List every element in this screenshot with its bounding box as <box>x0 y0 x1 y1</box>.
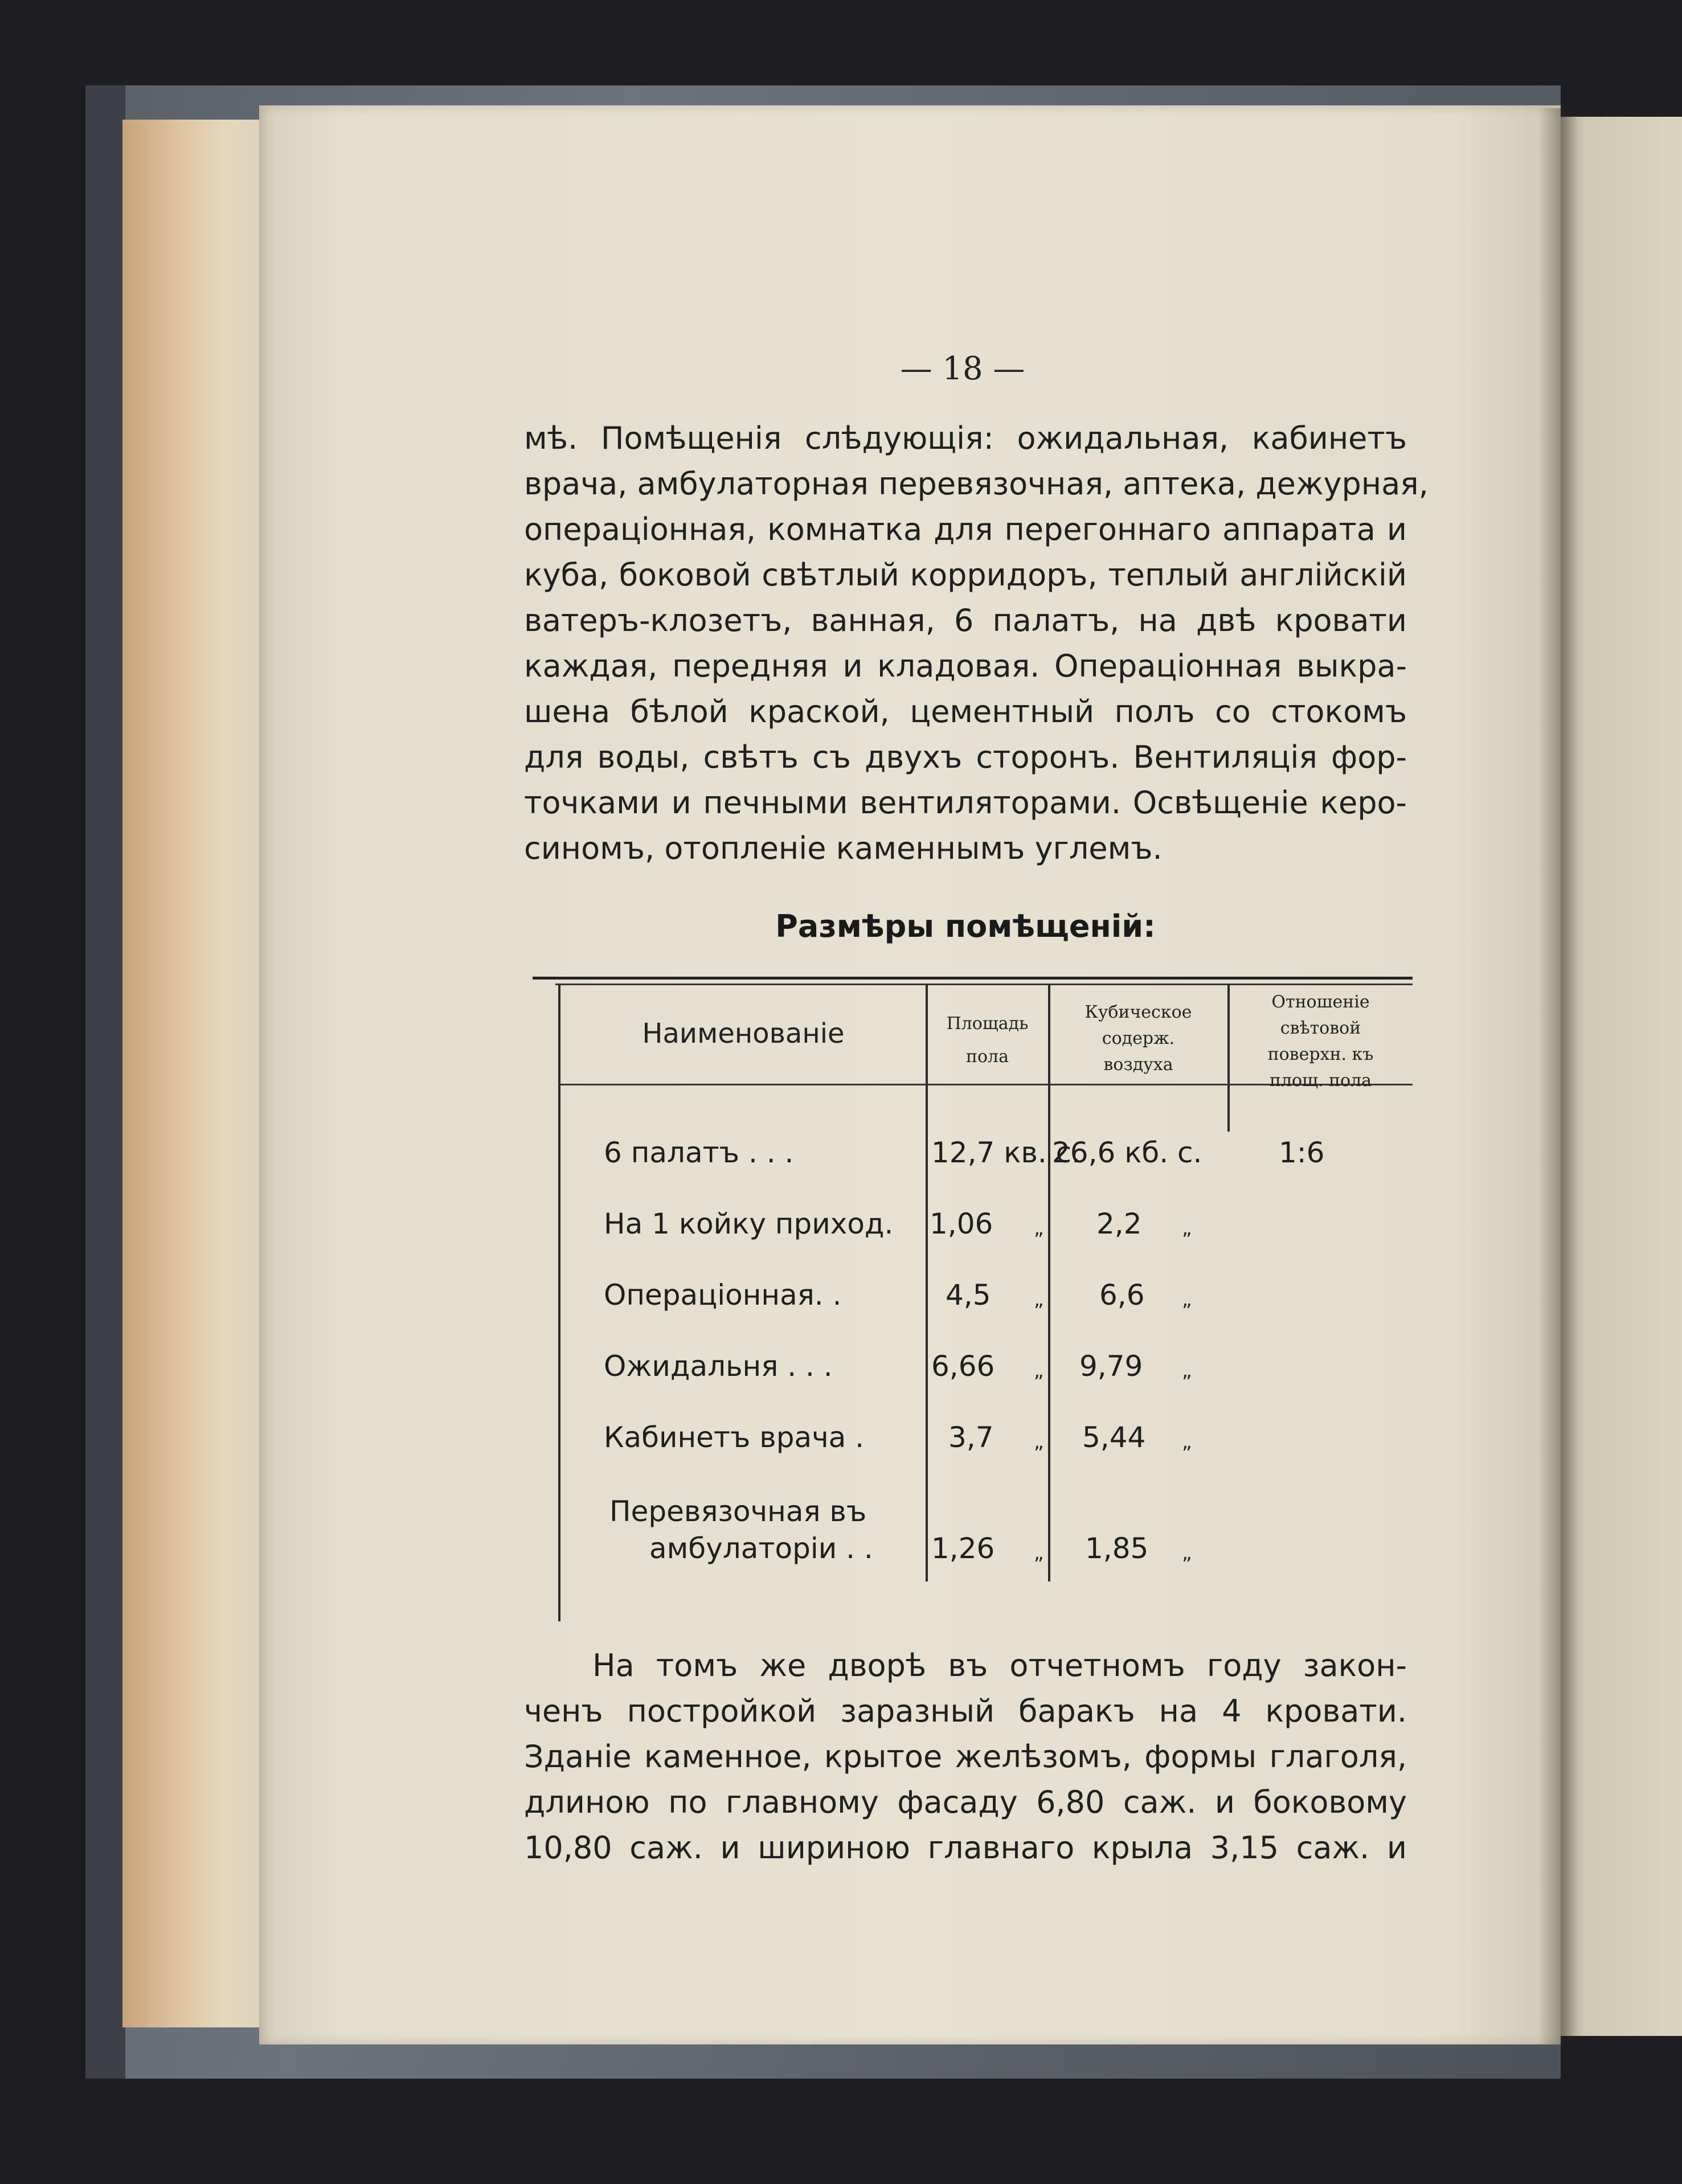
ditto-mark: „ <box>1182 1217 1192 1240</box>
header-line: пола <box>966 1047 1009 1067</box>
text-line: ченъ постройкой заразный баракъ на 4 кровати. <box>524 1693 1407 1729</box>
header-line: Отношеніе <box>1271 992 1370 1012</box>
header-line: воздуха <box>1103 1055 1173 1075</box>
row-volume: 2,2 <box>1096 1207 1142 1240</box>
row-volume: 9,79 <box>1079 1350 1143 1383</box>
row-name: Кабинетъ врача . <box>604 1421 865 1454</box>
text-line: синомъ, отопленіе каменнымъ углемъ. <box>524 830 1163 866</box>
row-name-cont: амбулаторіи . . <box>649 1532 873 1565</box>
table-rule <box>555 984 1413 985</box>
page-number: — 18 — <box>900 350 1025 387</box>
table-title: Размѣры помѣщеній: <box>775 908 1156 944</box>
header-line: свѣтовой <box>1280 1018 1361 1038</box>
header-name: Наименованіе <box>642 1018 845 1050</box>
header-line: поверхн. къ <box>1267 1044 1374 1064</box>
page-gutter-shadow <box>1538 108 1578 2044</box>
row-name: Ожидальня . . . <box>604 1350 833 1383</box>
header-ratio <box>1229 989 1413 1094</box>
row-name: На 1 койку приход. <box>604 1207 894 1240</box>
paragraph-top <box>524 416 1429 871</box>
ditto-mark: „ <box>1034 1359 1044 1382</box>
text-line: куба, боковой свѣтлый корридоръ, теплый англійскій <box>524 557 1407 593</box>
next-page <box>1561 117 1682 2036</box>
ditto-mark: „ <box>1034 1431 1044 1453</box>
text-line: врача, амбулаторная перевязочная, аптека, дежурная, <box>524 466 1429 502</box>
row-area: 12,7 кв. с. <box>931 1136 1081 1169</box>
row-name: Перевязочная въ <box>609 1495 867 1528</box>
row-name: Операціонная. . <box>604 1279 842 1312</box>
text-line: для воды, свѣтъ съ двухъ сторонъ. Вентиляція фор- <box>524 739 1407 775</box>
header-line: содерж. <box>1102 1029 1175 1048</box>
ditto-mark: „ <box>1182 1359 1192 1382</box>
text-line: На томъ же дворѣ въ отчетномъ году закон- <box>592 1648 1407 1683</box>
ditto-mark: „ <box>1182 1431 1192 1453</box>
row-area: 6,66 <box>931 1350 995 1383</box>
row-ratio: 1:6 <box>1279 1136 1325 1169</box>
ditto-mark: „ <box>1182 1542 1192 1564</box>
row-volume: 5,44 <box>1082 1421 1146 1454</box>
row-volume: 6,6 <box>1099 1279 1145 1312</box>
text-line: операціонная, комнатка для перегоннаго аппарата и <box>524 511 1407 547</box>
row-area: 4,5 <box>946 1279 991 1312</box>
row-area: 1,26 <box>931 1532 995 1565</box>
row-volume: 26,6 кб. с. <box>1052 1136 1202 1169</box>
text-line: шена бѣлой краской, цементный полъ со стокомъ <box>524 694 1407 730</box>
text-line: Зданіе каменное, крытое желѣзомъ, формы глаголя, <box>524 1739 1407 1775</box>
header-line: Площадь <box>946 1014 1029 1034</box>
text-line: ватеръ-клозетъ, ванная, 6 палатъ, на двѣ кровати <box>524 603 1407 638</box>
text-line: каждая, передняя и кладовая. Операціонная выкра- <box>524 648 1407 684</box>
header-area <box>927 1011 1048 1070</box>
row-name: 6 палатъ . . . <box>604 1136 794 1169</box>
header-volume <box>1049 999 1227 1078</box>
row-area: 3,7 <box>948 1421 994 1454</box>
paragraph-bottom <box>524 1643 1407 1871</box>
text-line: длиною по главному фасаду 6,80 саж. и боковому <box>524 1784 1407 1820</box>
ditto-mark: „ <box>1034 1288 1044 1311</box>
row-area: 1,06 <box>930 1207 993 1240</box>
table-rule <box>533 977 1413 980</box>
header-line: Кубическое <box>1084 1002 1192 1022</box>
page-block-edge <box>122 120 265 2027</box>
text-line: 10,80 саж. и шириною главнаго крыла 3,15 саж. и <box>524 1830 1407 1866</box>
ditto-mark: „ <box>1034 1542 1044 1564</box>
room-sizes-table <box>533 977 1413 1626</box>
ditto-mark: „ <box>1034 1217 1044 1240</box>
text-line: мѣ. Помѣщенія слѣдующія: ожидальная, кабинетъ <box>524 420 1407 456</box>
table-column-divider <box>926 984 928 1581</box>
book-spine-edge <box>85 85 125 2079</box>
table-border <box>558 984 560 1621</box>
ditto-mark: „ <box>1182 1288 1192 1311</box>
text-line: точками и печными вентиляторами. Освѣщеніе керо- <box>524 785 1407 821</box>
row-volume: 1,85 <box>1085 1532 1149 1565</box>
header-line: площ. пола <box>1269 1071 1372 1091</box>
